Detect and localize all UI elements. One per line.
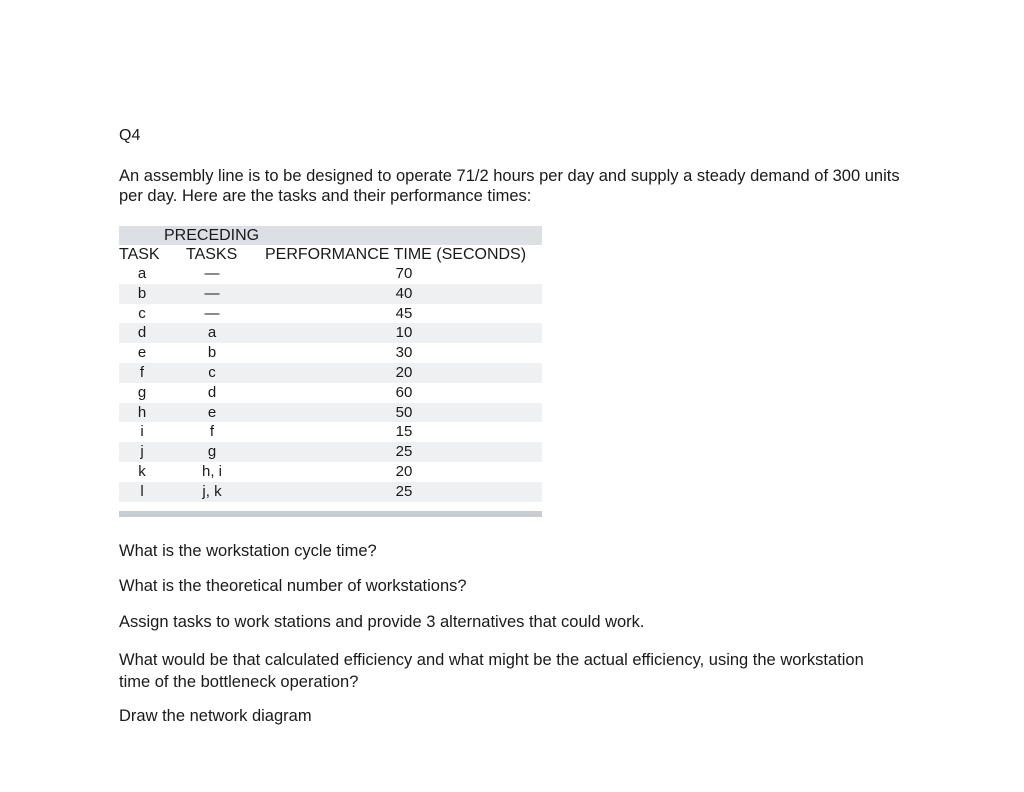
cell-preceding: d <box>207 383 217 401</box>
header-performance-time: PERFORMANCE TIME (SECONDS) <box>265 246 527 263</box>
cell-task: l <box>140 482 144 500</box>
cell-task: k <box>138 462 146 480</box>
cell-task: d <box>137 324 147 342</box>
cell-task: j <box>140 443 144 461</box>
table-row <box>119 304 542 324</box>
question-number: Q4 <box>119 127 141 144</box>
cell-task: a <box>137 265 147 282</box>
cell-time: 45 <box>395 304 413 322</box>
header-preceding: PRECEDING <box>164 227 260 244</box>
table-row <box>119 422 542 442</box>
table-body <box>119 264 542 502</box>
table-row <box>119 462 542 482</box>
table-header-row-2 <box>119 245 542 264</box>
question-cycle-time: What is the workstation cycle time? <box>119 542 377 560</box>
cell-time: 20 <box>395 462 413 480</box>
cell-preceding: c <box>208 363 216 381</box>
cell-time: 40 <box>395 284 413 302</box>
table-row <box>119 343 542 363</box>
table-header-row-1 <box>119 226 542 245</box>
table-row <box>119 403 542 423</box>
cell-preceding: h, i <box>201 462 222 480</box>
task-table <box>119 226 542 502</box>
cell-time: 60 <box>395 383 413 401</box>
cell-task: f <box>139 363 145 381</box>
question-efficiency: What would be that calculated efficiency and what might be the actual efficiency, using the workstation time of the bottleneck operation? <box>119 651 864 691</box>
cell-task: b <box>137 284 147 302</box>
table-row <box>119 383 542 403</box>
cell-task: c <box>138 304 146 322</box>
cell-preceding: f <box>209 423 215 441</box>
cell-task: i <box>140 423 144 441</box>
header-preceding-tasks: TASKS <box>186 246 238 263</box>
table-bottom-rule <box>119 511 542 517</box>
cell-task: g <box>137 383 147 401</box>
cell-task: h <box>137 403 147 421</box>
cell-time: 30 <box>395 344 413 362</box>
cell-preceding: — <box>204 304 220 322</box>
cell-time: 25 <box>395 482 413 500</box>
cell-task: e <box>137 344 147 362</box>
table-row <box>119 363 542 383</box>
table-row <box>119 442 542 462</box>
cell-preceding: j, k <box>202 482 222 500</box>
cell-preceding: — <box>204 265 220 282</box>
cell-time: 10 <box>395 324 413 342</box>
cell-preceding: a <box>207 324 217 342</box>
table-row <box>119 284 542 304</box>
cell-preceding: b <box>207 344 217 362</box>
table-row <box>119 264 542 284</box>
problem-text: An assembly line is to be designed to operate 71/2 hours per day and supply a steady demand of 300 units per day. Here are the tasks and their performance times: <box>119 167 900 205</box>
cell-preceding: e <box>207 403 217 421</box>
cell-preceding: g <box>207 443 217 461</box>
cell-time: 25 <box>395 443 413 461</box>
question-workstations: What is the theoretical number of workstations? <box>119 577 467 595</box>
problem-statement <box>119 166 919 206</box>
cell-time: 70 <box>395 265 413 282</box>
cell-time: 50 <box>395 403 413 421</box>
cell-preceding: — <box>204 284 220 302</box>
header-task: TASK <box>119 246 160 263</box>
question-assign-tasks: Assign tasks to work stations and provide 3 alternatives that could work. <box>119 613 645 631</box>
cell-time: 15 <box>395 423 413 441</box>
table-row <box>119 482 542 502</box>
table-row <box>119 323 542 343</box>
question-network-diagram: Draw the network diagram <box>119 707 312 725</box>
cell-time: 20 <box>395 363 413 381</box>
